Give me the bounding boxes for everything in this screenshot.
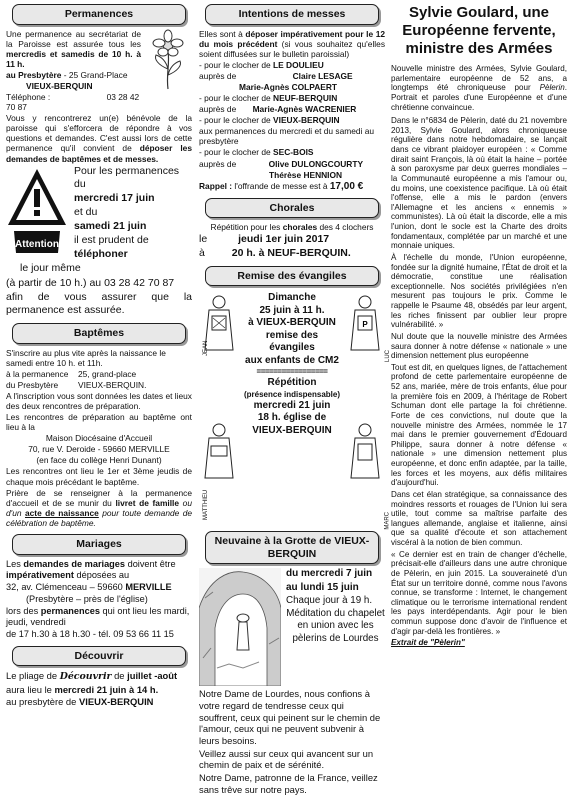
- attention-label: Attention: [15, 238, 59, 250]
- presbytere-town: VIEUX-BERQUIN: [26, 80, 93, 91]
- intentions-p7: - pour le clocher de: [199, 115, 271, 126]
- clocher-neuf-berquin: NEUF-BERQUIN: [273, 93, 338, 104]
- intentions-p10a: auprès de: [199, 158, 237, 169]
- baptemes-address: 70, rue V. Deroide - 59660 MERVILLE: [28, 444, 170, 455]
- neuvaine-time: Chaque jour à 19 h.: [286, 595, 373, 607]
- evangiles-separator: =================: [256, 367, 328, 377]
- decouvrir-town: VIEUX-BERQUIN: [78, 695, 154, 707]
- saint-matthieu-label: MATTHIEU: [203, 489, 209, 521]
- decouvrir-header: Découvrir: [12, 646, 186, 667]
- contact-marie-agnes-colpaert: Marie-Agnès COLPAERT: [239, 81, 338, 92]
- chorales-time-place: 20 h. à NEUF-BERQUIN.: [231, 247, 351, 260]
- baptemes-acte: acte de naissance: [24, 507, 99, 518]
- baptemes-maison: Maison Diocésaine d'Accueil: [45, 433, 153, 444]
- article-lead-end: . Portrait et paroles d'une Européenne et d'une chrétienne convaincue.: [391, 83, 568, 112]
- evangiles-day: Dimanche: [268, 292, 316, 304]
- contact-claire-lesage: Claire LESAGE: [292, 70, 353, 81]
- chorales-word: chorales: [282, 222, 318, 233]
- mariages-town: MERVILLE: [125, 581, 172, 592]
- article-column: [391, 4, 567, 650]
- evangiles-header: Remise des évangiles: [205, 266, 379, 287]
- baptemes-p2d: VIEUX-BERQUIN.: [78, 379, 147, 390]
- chorales-p1a: Répétition pour les: [210, 222, 281, 233]
- presbytere-address: - 25 Grand-Place: [63, 69, 128, 80]
- intentions-deadline: déposer impérativement pour le 12 du mois précédent: [199, 28, 386, 49]
- decouvrir-p3a: au presbytère de: [6, 695, 77, 707]
- article-p6: Dans cet élan stratégique, sa connaissance des moindres ressorts et rouages de l'Union lui sera utile, tout comme sa maîtrise parfaite des langues allemande, anglaise et italienne, ainsi que sa qualité d'écoute et son attachement viscéral à la notion de bien commun.: [391, 489, 567, 547]
- left-column: [6, 4, 192, 708]
- evangiles-text: [237, 292, 347, 437]
- neuvaine-header: Neuvaine à la Grotte de VIEUX-BERQUIN: [205, 531, 379, 564]
- intentions-section: [199, 29, 385, 193]
- chorales-p3a: à: [199, 247, 205, 260]
- article-pelerin: Pèlerin: [539, 83, 565, 93]
- permanences-deposit: déposer les demandes de baptêmes et de messes.: [6, 143, 192, 164]
- decouvrir-section: [6, 670, 192, 707]
- intentions-p6a: auprès de: [199, 104, 237, 115]
- permanences-notice-and: et du: [74, 205, 98, 218]
- contact-olive-dulongcourty: Olive DULONGCOURTY: [268, 158, 364, 169]
- contact-therese-hennion: Thérèse HENNION: [269, 169, 343, 180]
- baptemes-p9e: pour toute demande de célébration de baptême.: [6, 507, 193, 528]
- intentions-p1a: Elles sont à: [199, 28, 243, 39]
- repetition-time: 18 h. église de: [257, 412, 327, 424]
- evangiles-date: 25 juin à 11 h.: [259, 304, 325, 316]
- intentions-rappel: Rappel :: [199, 180, 233, 191]
- neuvaine-start: du mercredi 7 juin: [286, 568, 373, 580]
- permanences-info: Vous y rencontrerez un(e) bénévole de la paroisse qui s'efforcera de répondre à vos questions et demandes. C'est aussi lors de cette permanence qu'il convient de: [6, 113, 192, 154]
- article-title: Sylvie Goulard, une Européenne fervente, ministre des Armées: [402, 4, 556, 57]
- article-p5: Tout est dit, en quelques lignes, de l'attachement profond de cette parlementaire européenne de 52 ans, mariée, mère de trois enfants, élue pour la première fois en 2009, à l'héritage de Robert Schuman dont elle partage la foi chrétienne. Forte de ces convictions, nul doute que la nouvelle ministre des Armées, nommée le 17 mai dans le premier gouvernement d'Édouard Philippe, saura donner à notre défense « nationale » une dimension nettement plus européenne, et donc enfin adaptée, par la taille, les forces et les moyens, aux défis militaires d'aujourd'hui.: [391, 362, 567, 488]
- saint-marc-label: MARC: [385, 512, 391, 530]
- saint-matthieu-icon: [201, 422, 237, 482]
- baptemes-p1: S'inscrire au plus vite après la naissance le samedi entre 10 h. et 11h.: [6, 347, 166, 368]
- article-p3: À l'échelle du monde, l'Union européenne, fondée sur la dignité humaine, l'État de droit et la démocratie, constitue une réalisation exceptionnelle. Nos sociétés privilégiées n'en mesurent pas toujours le prix. Comme le rappelle le Psaume 48, obsédés par leur argent, les riches finissent par oublier leur propre vulnérabilité. »: [391, 252, 567, 330]
- intentions-p12b: l'offrande de messe est à: [234, 180, 328, 191]
- baptemes-p2b: 25, grand-place: [78, 368, 137, 379]
- chorales-date: jeudi 1er juin 2017: [238, 233, 330, 246]
- chorales-header: Chorales: [205, 198, 379, 219]
- permanences-days: mercredis et samedis: [6, 48, 95, 59]
- mariages-location: (Presbytère – près de l'église): [26, 593, 148, 604]
- baptemes-landmark: (en face du collège Henri Dunant): [36, 455, 162, 466]
- mariages-demandes: demandes de mariages: [23, 558, 126, 569]
- chorales-section: [199, 222, 385, 260]
- intentions-p5: - pour le clocher de: [199, 93, 271, 104]
- mariages-p1e: déposées au: [76, 569, 130, 580]
- baptemes-section: [6, 348, 192, 528]
- article-p2: Dans le n°6834 de Pèlerin, daté du 21 novembre 2013, Sylvie Goulard, alors chroniqueuse régulière dans notre hebdomadaire, se lançait dans ce vibrant plaidoyer européen : « Comme dirait saint François, là où était la haine – portée à son paroxysme par deux guerres mondiales – la Communauté européenne a mis l'amour ou, du moins, une coexistence pacifique. Là où était l'offense, elle a mis le pardon (envers l'Allemagne et les anciens « ennemis » communistes). Là où était la discorde, elle a mis l'union, dont le socle est la Charte des droits fondamentaux, complétée par un marché et une monnaie uniques.: [391, 116, 567, 251]
- permanences-intro: Une permanence au secrétariat de la Paroisse est assurée tous les: [6, 28, 141, 49]
- saint-luc-label: LUC: [385, 350, 391, 363]
- decouvrir-months: juillet -août: [127, 670, 178, 682]
- clocher-le-doulieu: LE DOULIEU: [273, 59, 324, 70]
- neuvaine-section: [199, 568, 385, 795]
- baptemes-p3: A l'inscription vous sont données les dates et lieux des deux rencontres de préparation.: [6, 390, 192, 411]
- permanences-section: [6, 29, 192, 317]
- article-p4: Nul doute que la nouvelle ministre des Armées saura donner à notre défense « nationale » une dimension nettement plus européenne: [391, 331, 567, 361]
- grotto-illustration-icon: [199, 568, 281, 686]
- permanences-notice-number: 03 28 42 70 87: [104, 276, 175, 289]
- middle-column: [199, 4, 391, 796]
- baptemes-p2c: du Presbytère: [6, 379, 59, 390]
- permanences-notice-prudent: il est prudent de: [74, 234, 149, 247]
- intentions-p8: aux permanences du mercredi et du samedi au presbytère: [199, 126, 375, 147]
- permanences-notice-a: Pour les permanences du: [74, 164, 180, 190]
- permanences-hours: de 10 h. à 11 h.: [6, 48, 142, 69]
- neuvaine-prayer-2: Veillez aussi sur ceux qui avancent sur un chemin de paix et de sérénité.: [199, 747, 374, 771]
- decouvrir-p1c: de: [114, 670, 125, 682]
- baptemes-p9a: Prière de se renseigner à la permanence d'accueil et de se munir du: [6, 487, 192, 508]
- presbytere-label: au Presbytère: [6, 69, 62, 80]
- contact-marie-agnes-wacrenier: Marie-Agnès WACRENIER: [252, 104, 357, 115]
- neuvaine-meditation: Méditation du chapelet en union avec les pèlerins de Lourdes: [286, 608, 385, 644]
- intentions-p2: - pour le clocher de: [199, 59, 271, 70]
- intentions-p3a: auprès de: [199, 70, 237, 81]
- baptemes-p9c: ou d'un: [6, 497, 192, 518]
- evangiles-l6: aux enfants de CM2: [245, 354, 339, 366]
- svg-text:P: P: [362, 320, 368, 330]
- baptemes-livret: livret de famille: [115, 497, 180, 508]
- neuvaine-end: au lundi 15 juin: [286, 581, 359, 593]
- chorales-p2a: le: [199, 233, 208, 246]
- neuvaine-prayer-3: Notre Dame, patronne de la France, veillez sans trêve sur notre pays.: [199, 771, 378, 795]
- saint-luc-icon: [347, 294, 383, 354]
- saint-jean-label: JEAN: [203, 340, 209, 357]
- mariages-permanences: permanences: [40, 605, 100, 616]
- mariages-p1a: Les: [6, 558, 21, 569]
- baptemes-p8: Les rencontres ont lieu le 1er et 3ème jeudis de chaque mois précédant le baptême.: [6, 466, 192, 487]
- repetition-note: (présence indispensable): [243, 389, 341, 399]
- baptemes-header: Baptêmes: [12, 323, 186, 344]
- baptemes-p4: Les rencontres de préparation au baptême ont lieu à la: [6, 412, 192, 433]
- evangiles-place: à VIEUX-BERQUIN: [248, 317, 336, 329]
- mariages-address: 32, av. Clémenceau – 59660: [6, 581, 123, 592]
- permanences-notice-date2: samedi 21 juin: [74, 220, 147, 233]
- evangiles-l5: évangiles: [269, 342, 315, 354]
- permanences-notice-sameday: le jour même: [20, 262, 81, 275]
- permanences-notice-date1: mercredi 17 juin: [74, 191, 155, 204]
- decouvrir-p2a: aura lieu le: [6, 683, 52, 695]
- tel-value: 03 28 42 70 87: [6, 92, 140, 113]
- mariages-p1c: doivent être: [127, 558, 176, 569]
- intentions-header: Intentions de messes: [205, 4, 379, 25]
- mariages-p4a: lors des: [6, 605, 39, 616]
- intentions-p1c: (si vous souhaitez qu'elles soient diffusées sur le bulletin paroissial): [199, 38, 386, 59]
- decouvrir-date: mercredi 21 juin à 14 h.: [54, 683, 159, 695]
- saint-marc-icon: [347, 422, 383, 482]
- permanences-notice-end: afin de vous assurer que la permanence est assurée.: [6, 290, 192, 316]
- intentions-p9: - pour le clocher de: [199, 147, 271, 158]
- flower-illustration-icon: [144, 29, 192, 93]
- mariages-imperatif: impérativement: [6, 569, 74, 580]
- repetition-title: Répétition: [267, 377, 317, 389]
- decouvrir-p1a: Le pliage de: [6, 670, 58, 682]
- clocher-vieux-berquin: VIEUX-BERQUIN: [273, 115, 340, 126]
- permanences-header: Permanences: [12, 4, 186, 25]
- mariages-section: [6, 559, 192, 640]
- permanences-notice-phone: téléphoner: [74, 248, 128, 261]
- evangiles-l4: remise des: [265, 329, 319, 341]
- baptemes-p2a: à la permanence: [6, 368, 69, 379]
- mariages-header: Mariages: [12, 534, 186, 555]
- permanences-notice-from: (à partir de 10 h.) au: [6, 276, 102, 289]
- article-lead: Nouvelle ministre des Armées, Sylvie Goulard, parlementaire européenne de 52 ans, a longtemps été chroniqueuse pour: [391, 64, 567, 93]
- mariages-days: qui ont lieu les mardi, jeudi, vendredi: [6, 605, 190, 627]
- clocher-sec-bois: SEC-BOIS: [273, 147, 314, 158]
- neuvaine-prayer-1: Notre Dame de Lourdes, nous confions à votre regard de tendresse ceux qui souffrent, ceux qui peinent sur le chemin de l'amour, ceux qui ne peuvent subvenir à leurs besoins.: [199, 688, 381, 747]
- repetition-place: VIEUX-BERQUIN: [252, 424, 332, 436]
- evangiles-section: [199, 290, 391, 530]
- article-p7: « Ce dernier est en train de changer d'échelle, précisait-elle d'ailleurs dans une autre chronique de Pèlerin, en juin 2015. La souveraineté d'un État sur un territoire donné, comme nous l'avons connue, se transforme : Internet, le changement climatique ou le terrorisme international rendent les pays interdépendants. Agir pour le bien commun suppose donc d'avoir de l'influence et d'agir par-delà les frontières. »: [391, 549, 567, 636]
- repetition-date: mercredi 21 juin: [253, 399, 331, 411]
- chorales-p1c: des 4 clochers: [319, 222, 374, 233]
- tel-label: Téléphone :: [6, 92, 51, 103]
- attention-warning-icon: [6, 167, 68, 259]
- decouvrir-name: Découvrir: [59, 671, 112, 683]
- mariages-hours-tel: de 17 h.30 à 18 h.30 - tél. 09 53 66 11 15: [6, 628, 174, 639]
- offrande-price: 17,00 €: [329, 180, 364, 192]
- article-signature: Extrait de "Pèlerin": [391, 638, 465, 648]
